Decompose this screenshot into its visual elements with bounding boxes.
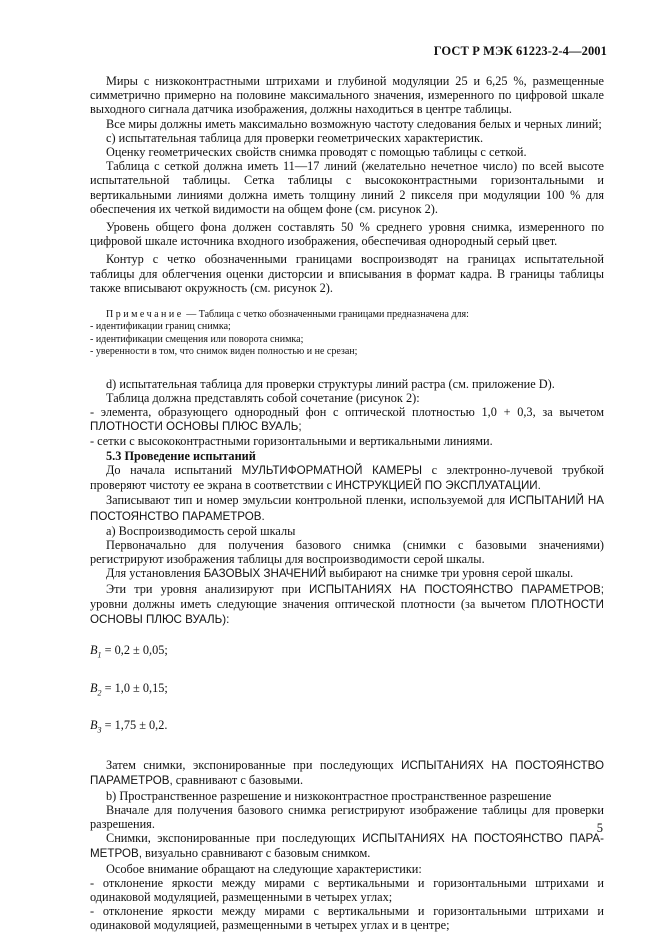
list-item: - отклонение яркости между мирами с вертикальными и горизонтальными штрихами и одинаковой модуляцией, размещенными в четырех углах и в центре; [90, 904, 604, 933]
text-run: До начала испытаний [106, 462, 242, 477]
note-block [90, 309, 604, 359]
defined-term: ИСПЫТАНИЯХ НА ПОСТОЯНСТВО ПАРАМЕТРОВ; [309, 582, 604, 596]
text-run: Записывают тип и номер эмульсии контрольной пленки, используемой для [106, 493, 510, 508]
text-run: сравнивают с базовыми. [172, 773, 304, 788]
paragraph: Миры с низкоконтрастными штрихами и глубиной модуляции 25 и 6,25 %, размещенные симметрично примерно на половине максимального значения, измеренного по цифровой шкале выходного сигнала датчика изображения, должны находиться в центре таблицы. [90, 74, 604, 117]
note-label: Примечание [106, 309, 184, 321]
text-run: выбирают на снимке три уровня серой шкалы. [326, 566, 574, 581]
page-header: ГОСТ Р МЭК 61223-2-4—2001 [433, 44, 607, 58]
formula-subscript: 3 [97, 725, 102, 735]
section-heading: 5.3 Проведение испытаний [106, 448, 256, 463]
formula-subscript: 1 [97, 650, 102, 660]
text-run: Затем снимки, экспонированные при последующих [106, 758, 402, 773]
formula-variable: B [90, 680, 98, 695]
paragraph: Первоначально для получения базового снимка (снимки с базовыми значениями) регистрируют изображения таблицы для воспроизводимости серой шкалы. [90, 537, 604, 567]
text-run: уровни должны иметь следующие значения оптической плотности (за вычетом [90, 596, 532, 611]
list-item: d) испытательная таблица для проверки структуры линий растра (см. приложение D). [106, 376, 555, 391]
formula-variable: B [90, 718, 98, 733]
formula-value: = 0,2 ± 0,05; [101, 643, 168, 658]
list-item: b) Пространственное разрешение и низкоконтрастное пространственное разрешение [106, 788, 552, 803]
defined-term: ИСПЫТАНИЯХ НА ПОСТОЯНСТВО ПАРА-МЕТРОВ, [90, 832, 605, 861]
list-item: с) испытательная таблица для проверки геометрических характеристик. [106, 130, 484, 145]
paragraph [90, 758, 604, 788]
formula-b1 [90, 643, 604, 663]
note-item: - идентификации границ снимка; [90, 321, 231, 333]
paragraph: Оценку геометрических свойств снимка проводят с помощью таблицы с сеткой. [106, 145, 527, 160]
defined-term: ИСПЫТАНИЙ НА ПОСТОЯНСТВО ПАРАМЕТРОВ. [90, 494, 604, 523]
paragraph: Все миры должны иметь максимально возможную частоту следования белых и черных линий; [106, 116, 602, 131]
formula-b3 [90, 718, 604, 738]
defined-term: ИНСТРУКЦИЕЙ ПО ЭКСПЛУАТАЦИИ. [335, 479, 541, 493]
text-run: Эти три уровня анализируют при [106, 581, 310, 596]
document-body [90, 74, 604, 933]
formula-variable: B [90, 643, 98, 658]
text-run: Снимки, экспонированные при последующих [106, 831, 363, 846]
formula-value: = 1,0 ± 0,15; [101, 680, 168, 695]
note-item: - уверенности в том, что снимок виден полностью и не срезан; [90, 346, 358, 358]
paragraph: - сетки с высококонтрастными горизонтальными и вертикальными линиями. [90, 434, 493, 449]
defined-term: ПЛОТНОСТИ ОСНОВЫ ПЛЮС ВУАЛЬ; [90, 420, 302, 434]
defined-term: ПЛОТНОСТИ ОСНОВЫ ПЛЮС ВУАЛЬ): [90, 597, 604, 626]
paragraph: Уровень общего фона должен составлять 50 % среднего уровня снимка, измеренного по цифровой шкале источника входного изображения, обеспечивая однородный серый цвет. [90, 220, 604, 249]
paragraph [90, 493, 604, 523]
formula-b2 [90, 681, 604, 701]
formula-subscript: 2 [97, 688, 102, 698]
defined-term: МУЛЬТИФОРМАТНОЙ КАМЕРЫ [241, 463, 423, 477]
paragraph: Контур с четко обозначенными границами воспроизводят на границах испытательной таблицы для облегчения оценки дисторсии и вписывания в формат кадра. В границы таблицы также вписывают окружность (см. рисунок 2). [90, 252, 604, 295]
text-run: - элемента, образующего однородный фон с оптической плотностью 1,0 + 0,3, за вычетом [90, 405, 604, 420]
paragraph [90, 405, 604, 434]
paragraph: Таблица с сеткой должна иметь 11—17 линий (желательно нечетное число) по всей высоте испытательной таблицы. Сетка таблицы с высококонтрастными горизонтальными и вертикальными линиями должна иметь толщину линий 2 пикселя при модуляции 100 % для обеспечения их четкой видимости на общем фоне (см. рисунок 2). [90, 159, 604, 216]
list-item: а) Воспроизводимость серой шкалы [106, 523, 296, 538]
note-item: - идентификации смещения или поворота снимка; [90, 333, 304, 345]
formula-value: = 1,75 ± 0,2. [101, 718, 168, 733]
defined-term: БАЗОВЫХ ЗНАЧЕНИЙ [203, 567, 327, 581]
paragraph [90, 463, 604, 493]
text-run: визуально сравнивают с базовым снимком. [141, 846, 371, 861]
paragraph: Таблица должна представлять собой сочетание (рисунок 2): [106, 390, 420, 405]
page-number: 5 [596, 821, 603, 835]
paragraph [90, 831, 604, 861]
list-item: - отклонение яркости между мирами с вертикальными и горизонтальными штрихами и одинаковой модуляцией, размещенными в четырех углах; [90, 875, 604, 904]
note-text: — Таблица с четко обозначенными границами предназначена для: [183, 309, 469, 321]
text-run: Для установления [106, 566, 204, 581]
paragraph [90, 582, 604, 628]
paragraph [90, 566, 604, 581]
text-run: с электронно-лучевой трубкой проверяют чистоту ее экрана в соответствии с [90, 462, 604, 493]
note-header [90, 309, 604, 321]
paragraph: Вначале для получения базового снимка регистрируют изображение таблицы для проверки разрешения. [90, 802, 604, 831]
defined-term: ИСПЫТАНИЯХ НА ПОСТОЯНСТВО ПАРАМЕТРОВ, [90, 759, 605, 788]
paragraph: Особое внимание обращают на следующие характеристики: [106, 861, 422, 876]
